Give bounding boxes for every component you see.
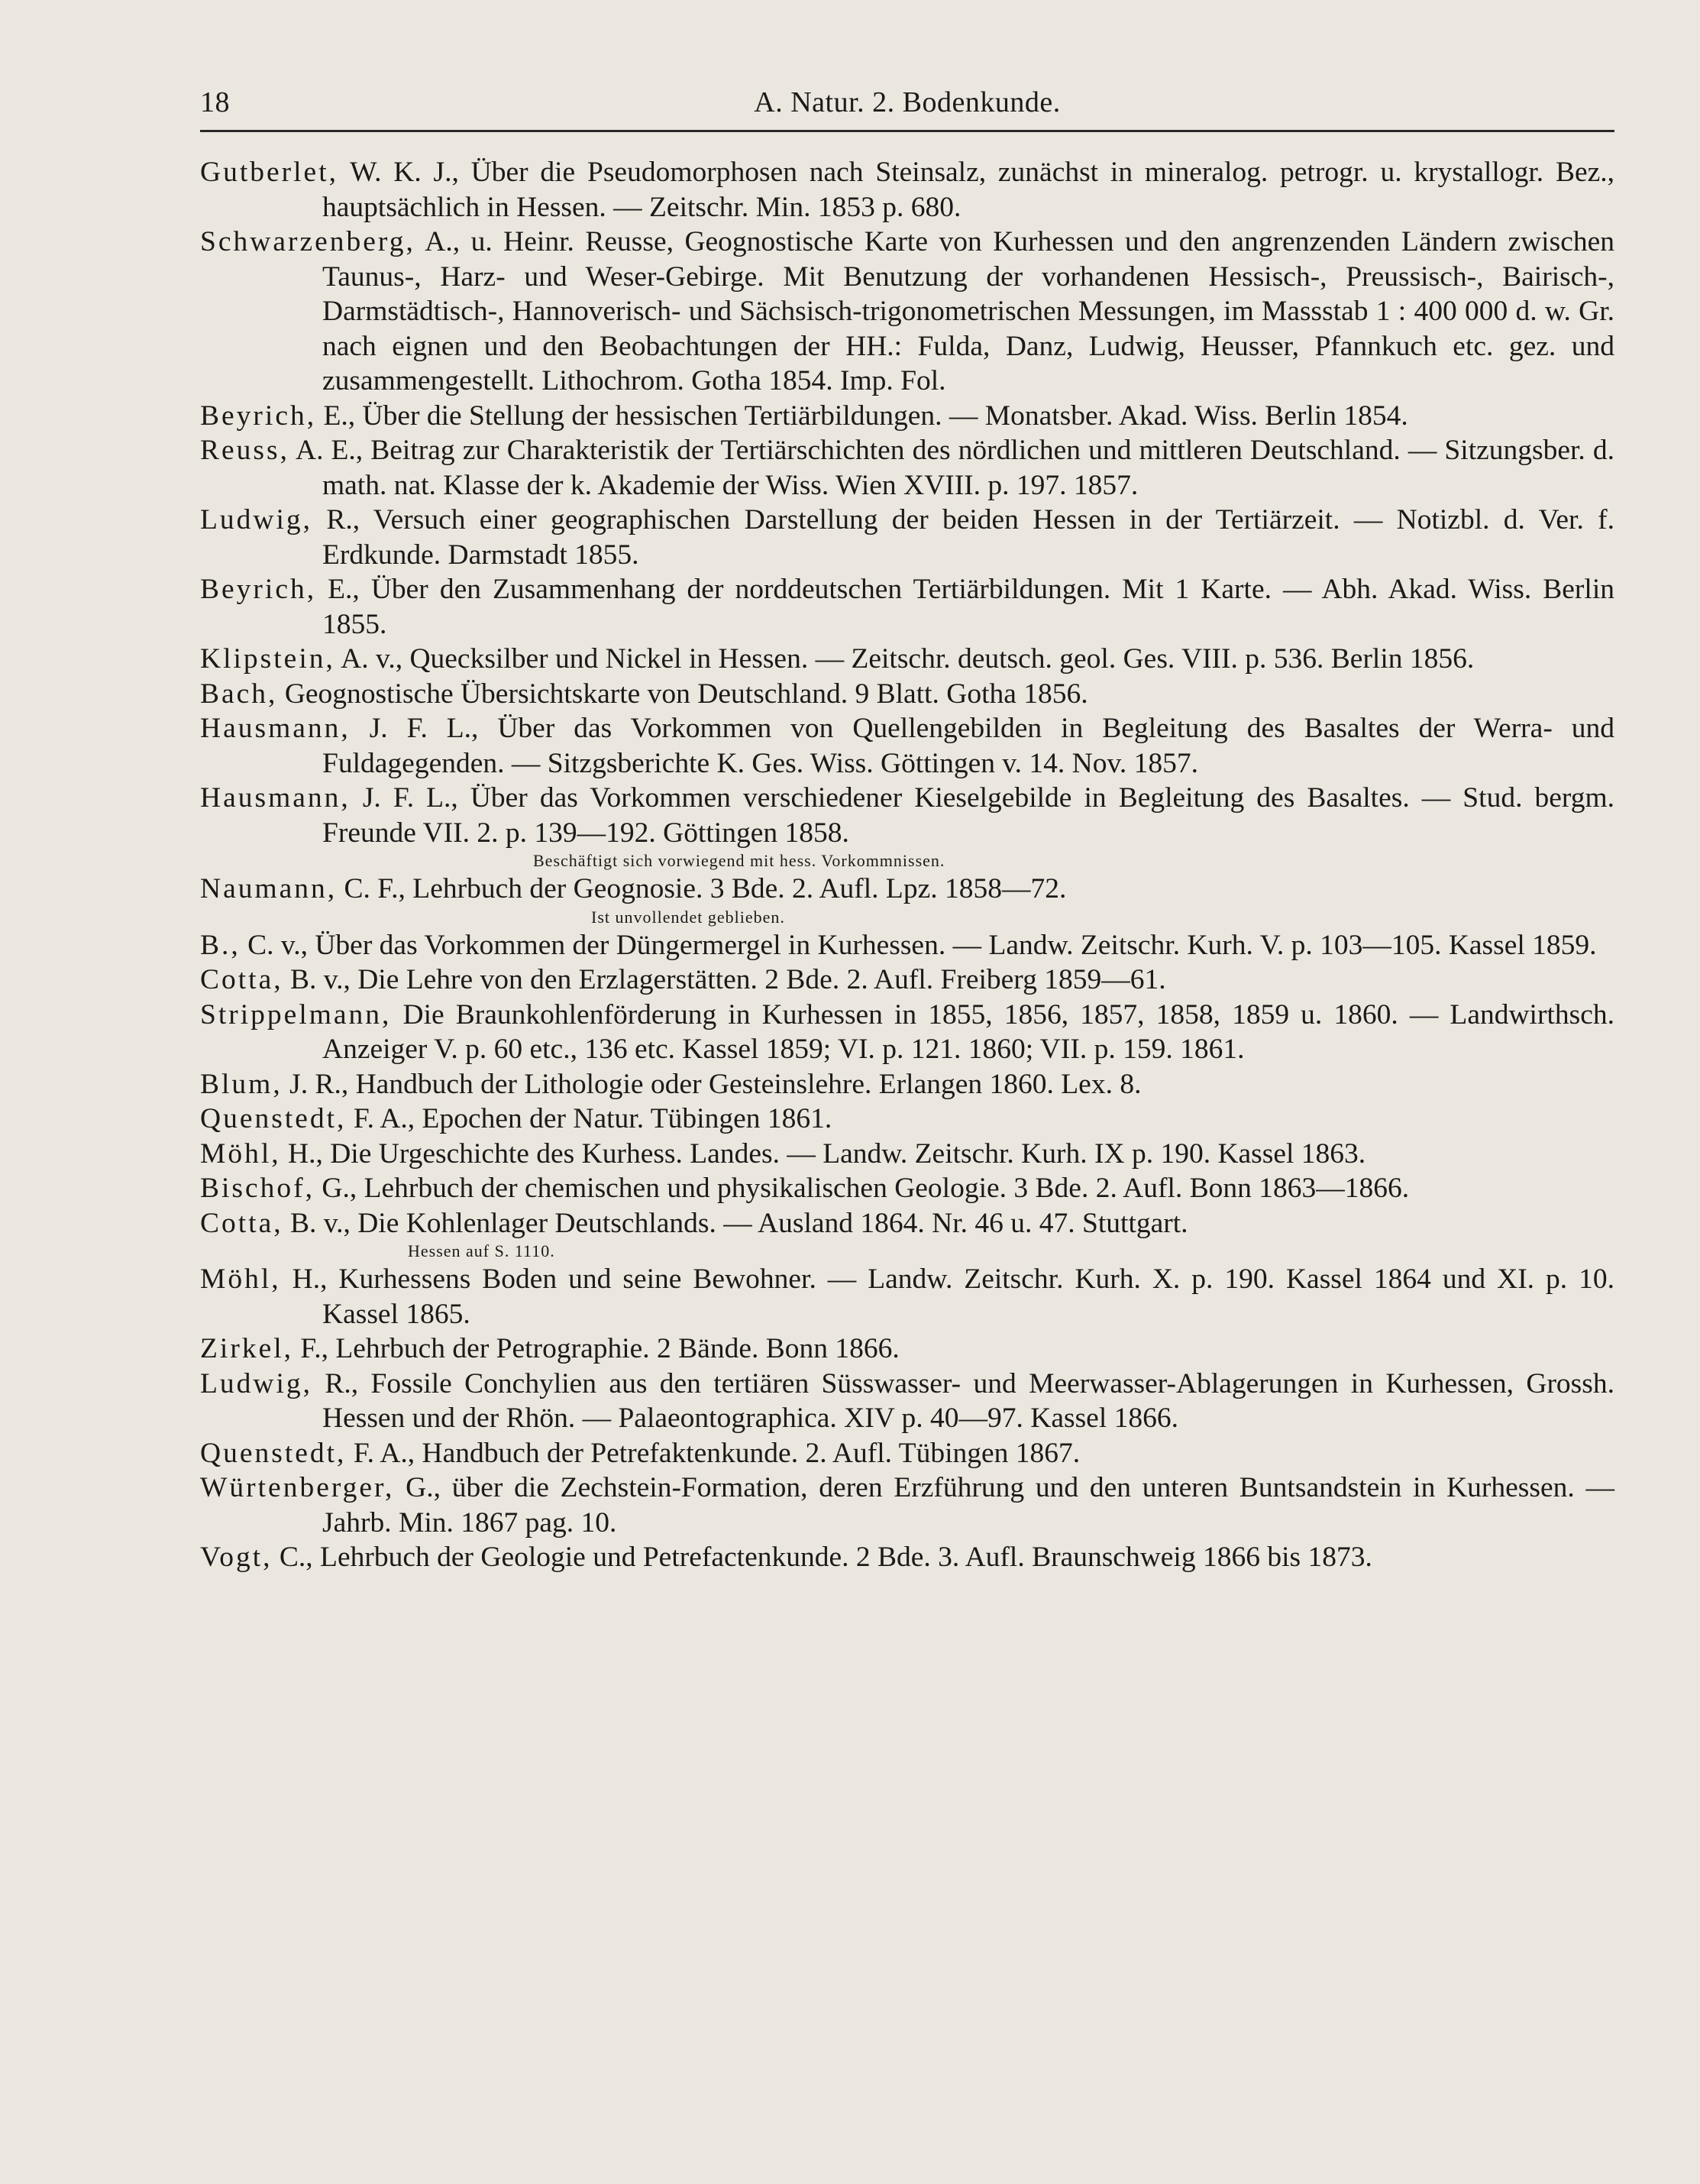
page-number: 18 <box>200 86 230 118</box>
bibliography-entry <box>200 998 1614 1067</box>
entry-text: B. v., Die Lehre von den Erzlagerstätten. 2 Bde. 2. Aufl. Freiberg 1859—61. <box>283 964 1166 995</box>
entry-author: Würtenberger, <box>200 1472 395 1503</box>
entry-author: Quenstedt, <box>200 1103 347 1134</box>
bibliography-entry <box>200 1262 1614 1331</box>
entry-author: Hausmann, <box>200 713 351 744</box>
bibliography-entry <box>200 503 1614 572</box>
bibliography-entry <box>200 225 1614 399</box>
entry-note: Ist unvollendet geblieben. <box>591 907 785 927</box>
entry-author: Beyrich, <box>200 400 317 432</box>
bibliography-entry <box>200 1436 1614 1471</box>
entry-author: Beyrich, <box>200 574 317 605</box>
entry-author: Vogt, <box>200 1542 273 1573</box>
running-title: A. Natur. 2. Bodenkunde. <box>754 86 1061 118</box>
entry-author: Gutberlet, <box>200 157 338 188</box>
entry-author: Cotta, <box>200 964 283 995</box>
entry-author: Schwarzenberg, <box>200 226 415 257</box>
entry-text: C. F., Lehrbuch der Geognosie. 3 Bde. 2. Aufl. Lpz. 1858—72. <box>337 873 1067 904</box>
entry-text: A., u. Heinr. Reusse, Geognostische Karte von Kurhessen und den angrenzenden Ländern zwischen Taunus-, Harz- und Weser-Gebirge. Mit Benutzung der vorhandenen Hessisch-, Preussisch-, Bairisch-, Darmstädtisch-, Hannoverisch- und Sächsisch-trigonometrischen Messungen, im Massstab 1 : 400 000 d. w. Gr. nach eignen und den Beobachtungen der HH.: Fulda, Danz, Ludwig, Heusser, Pfannkuch etc. gez. und zusammengestellt. Lithochrom. Gotha 1854. Imp. Fol. <box>322 226 1614 396</box>
bibliography-entry <box>200 781 1614 850</box>
bibliography-entry <box>200 1367 1614 1436</box>
bibliography-entry <box>200 1540 1614 1575</box>
entry-author: Naumann, <box>200 873 338 904</box>
bibliography-entry <box>200 642 1614 677</box>
entry-author: Ludwig, <box>200 504 313 535</box>
entry-text: F. A., Handbuch der Petrefaktenkunde. 2. Aufl. Tübingen 1867. <box>346 1437 1081 1469</box>
entry-text: J. F. L., Über das Vorkommen von Quellengebilden in Begleitung des Basaltes der Werra- und Fuldagegenden. — Sitzgsberichte K. Ges. Wiss. Göttingen v. 14. Nov. 1857. <box>322 713 1614 779</box>
entry-note: Hessen auf S. 1110. <box>408 1241 555 1260</box>
entry-author: Möhl, <box>200 1263 281 1295</box>
bibliography-entry <box>200 711 1614 781</box>
bibliography-entry <box>200 1137 1614 1172</box>
bibliography-entry <box>200 1102 1614 1137</box>
bibliography-entry <box>200 928 1614 963</box>
entry-text: A. v., Quecksilber und Nickel in Hessen. — Zeitschr. deutsch. geol. Ges. VIII. p. 536. Berlin 1856. <box>335 643 1475 675</box>
entry-text: B. v., Die Kohlenlager Deutschlands. — Ausland 1864. Nr. 46 u. 47. Stuttgart. <box>283 1207 1188 1239</box>
entry-author: Klipstein, <box>200 643 335 675</box>
entry-text: R., Fossile Conchylien aus den tertiären Süsswasser- und Meerwasser-Ablagerungen in Kurhessen, Grossh. Hessen und der Rhön. — Palaeontographica. XIV p. 40—97. Kassel 1866. <box>312 1367 1614 1434</box>
entry-text: H., Die Urgeschichte des Kurhess. Landes. — Landw. Zeitschr. Kurh. IX p. 190. Kassel 1863. <box>280 1137 1366 1170</box>
entry-author: B., <box>200 929 241 961</box>
entry-author: Zirkel, <box>200 1333 294 1364</box>
bibliography-entry <box>200 399 1614 434</box>
bibliography-entry <box>200 155 1614 225</box>
bibliography-entry <box>200 1171 1614 1206</box>
bibliography-entry <box>200 1206 1614 1241</box>
entry-author: Hausmann, <box>200 782 351 814</box>
entry-text: E., Über den Zusammenhang der norddeutschen Tertiärbildungen. Mit 1 Karte. — Abh. Akad. Wiss. Berlin 1855. <box>316 574 1614 640</box>
entry-author: Bischof, <box>200 1173 315 1204</box>
bibliography-entry <box>200 1471 1614 1540</box>
bibliography-entry <box>200 963 1614 998</box>
entry-text: H., Kurhessens Boden und seine Bewohner. — Landw. Zeitschr. Kurh. X. p. 190. Kassel 1864 und XI. p. 10. Kassel 1865. <box>280 1263 1614 1330</box>
page-header <box>200 83 1614 132</box>
entry-author: Blum, <box>200 1068 283 1100</box>
entry-text: G., Lehrbuch der chemischen und physikalischen Geologie. 3 Bde. 2. Aufl. Bonn 1863—1866. <box>315 1173 1410 1204</box>
bibliography-entry <box>200 677 1614 712</box>
bibliography-entry <box>200 1331 1614 1367</box>
entry-text: C., Lehrbuch der Geologie und Petrefactenkunde. 2 Bde. 3. Aufl. Braunschweig 1866 bis 1873. <box>272 1542 1372 1573</box>
entry-text: Geognostische Übersichtskarte von Deutschland. 9 Blatt. Gotha 1856. <box>277 678 1088 710</box>
entry-text: R., Versuch einer geographischen Darstellung der beiden Hessen in der Tertiärzeit. — Notizbl. d. Ver. f. Erdkunde. Darmstadt 1855. <box>312 504 1614 571</box>
entry-author: Möhl, <box>200 1137 281 1170</box>
entry-text: G., über die Zechstein-Formation, deren Erzführung und den unteren Buntsandstein in Kurhessen. — Jahrb. Min. 1867 pag. 10. <box>322 1472 1614 1539</box>
entry-text: E., Über die Stellung der hessischen Tertiärbildungen. — Monatsber. Akad. Wiss. Berlin 1854. <box>316 400 1408 432</box>
entry-text: J. R., Handbuch der Lithologie oder Gesteinslehre. Erlangen 1860. Lex. 8. <box>282 1068 1142 1100</box>
bibliography-entry <box>200 872 1614 907</box>
book-page <box>200 83 1614 1575</box>
entry-author: Cotta, <box>200 1207 283 1239</box>
entry-text: W. K. J., Über die Pseudomorphosen nach Steinsalz, zunächst in mineralog. petrogr. u. krystallogr. Bez., hauptsächlich in Hessen. — Zeitschr. Min. 1853 p. 680. <box>322 157 1614 223</box>
entry-note: Beschäftigt sich vorwiegend mit hess. Vorkommnissen. <box>533 851 945 870</box>
entry-author: Quenstedt, <box>200 1437 347 1469</box>
entry-text: F. A., Epochen der Natur. Tübingen 1861. <box>346 1103 832 1134</box>
entry-text: A. E., Beitrag zur Charakteristik der Tertiärschichten des nördlichen und mittleren Deutschland. — Sitzungsber. d. math. nat. Klasse der k. Akademie der Wiss. Wien XVIII. p. 197. 1857. <box>289 435 1614 501</box>
bibliography-entry <box>200 433 1614 503</box>
bibliography-list <box>200 155 1614 1575</box>
entry-author: Reuss, <box>200 435 289 466</box>
entry-text: F., Lehrbuch der Petrographie. 2 Bände. Bonn 1866. <box>293 1333 900 1364</box>
entry-author: Ludwig, <box>200 1367 313 1399</box>
entry-text: Die Braunkohlenförderung in Kurhessen in 1855, 1856, 1857, 1858, 1859 u. 1860. — Landwirthsch. Anzeiger V. p. 60 etc., 136 etc. Kassel 1859; VI. p. 121. 1860; VII. p. 159. 1861. <box>322 998 1614 1065</box>
bibliography-entry <box>200 572 1614 642</box>
entry-author: Strippelmann, <box>200 998 392 1031</box>
entry-text: J. F. L., Über das Vorkommen verschiedener Kieselgebilde in Begleitung des Basaltes. — Stud. bergm. Freunde VII. 2. p. 139—192. Göttingen 1858. <box>322 782 1614 849</box>
entry-text: C. v., Über das Vorkommen der Düngermergel in Kurhessen. — Landw. Zeitschr. Kurh. V. p. 103—105. Kassel 1859. <box>240 929 1597 961</box>
bibliography-entry <box>200 1067 1614 1102</box>
entry-author: Bach, <box>200 678 278 710</box>
